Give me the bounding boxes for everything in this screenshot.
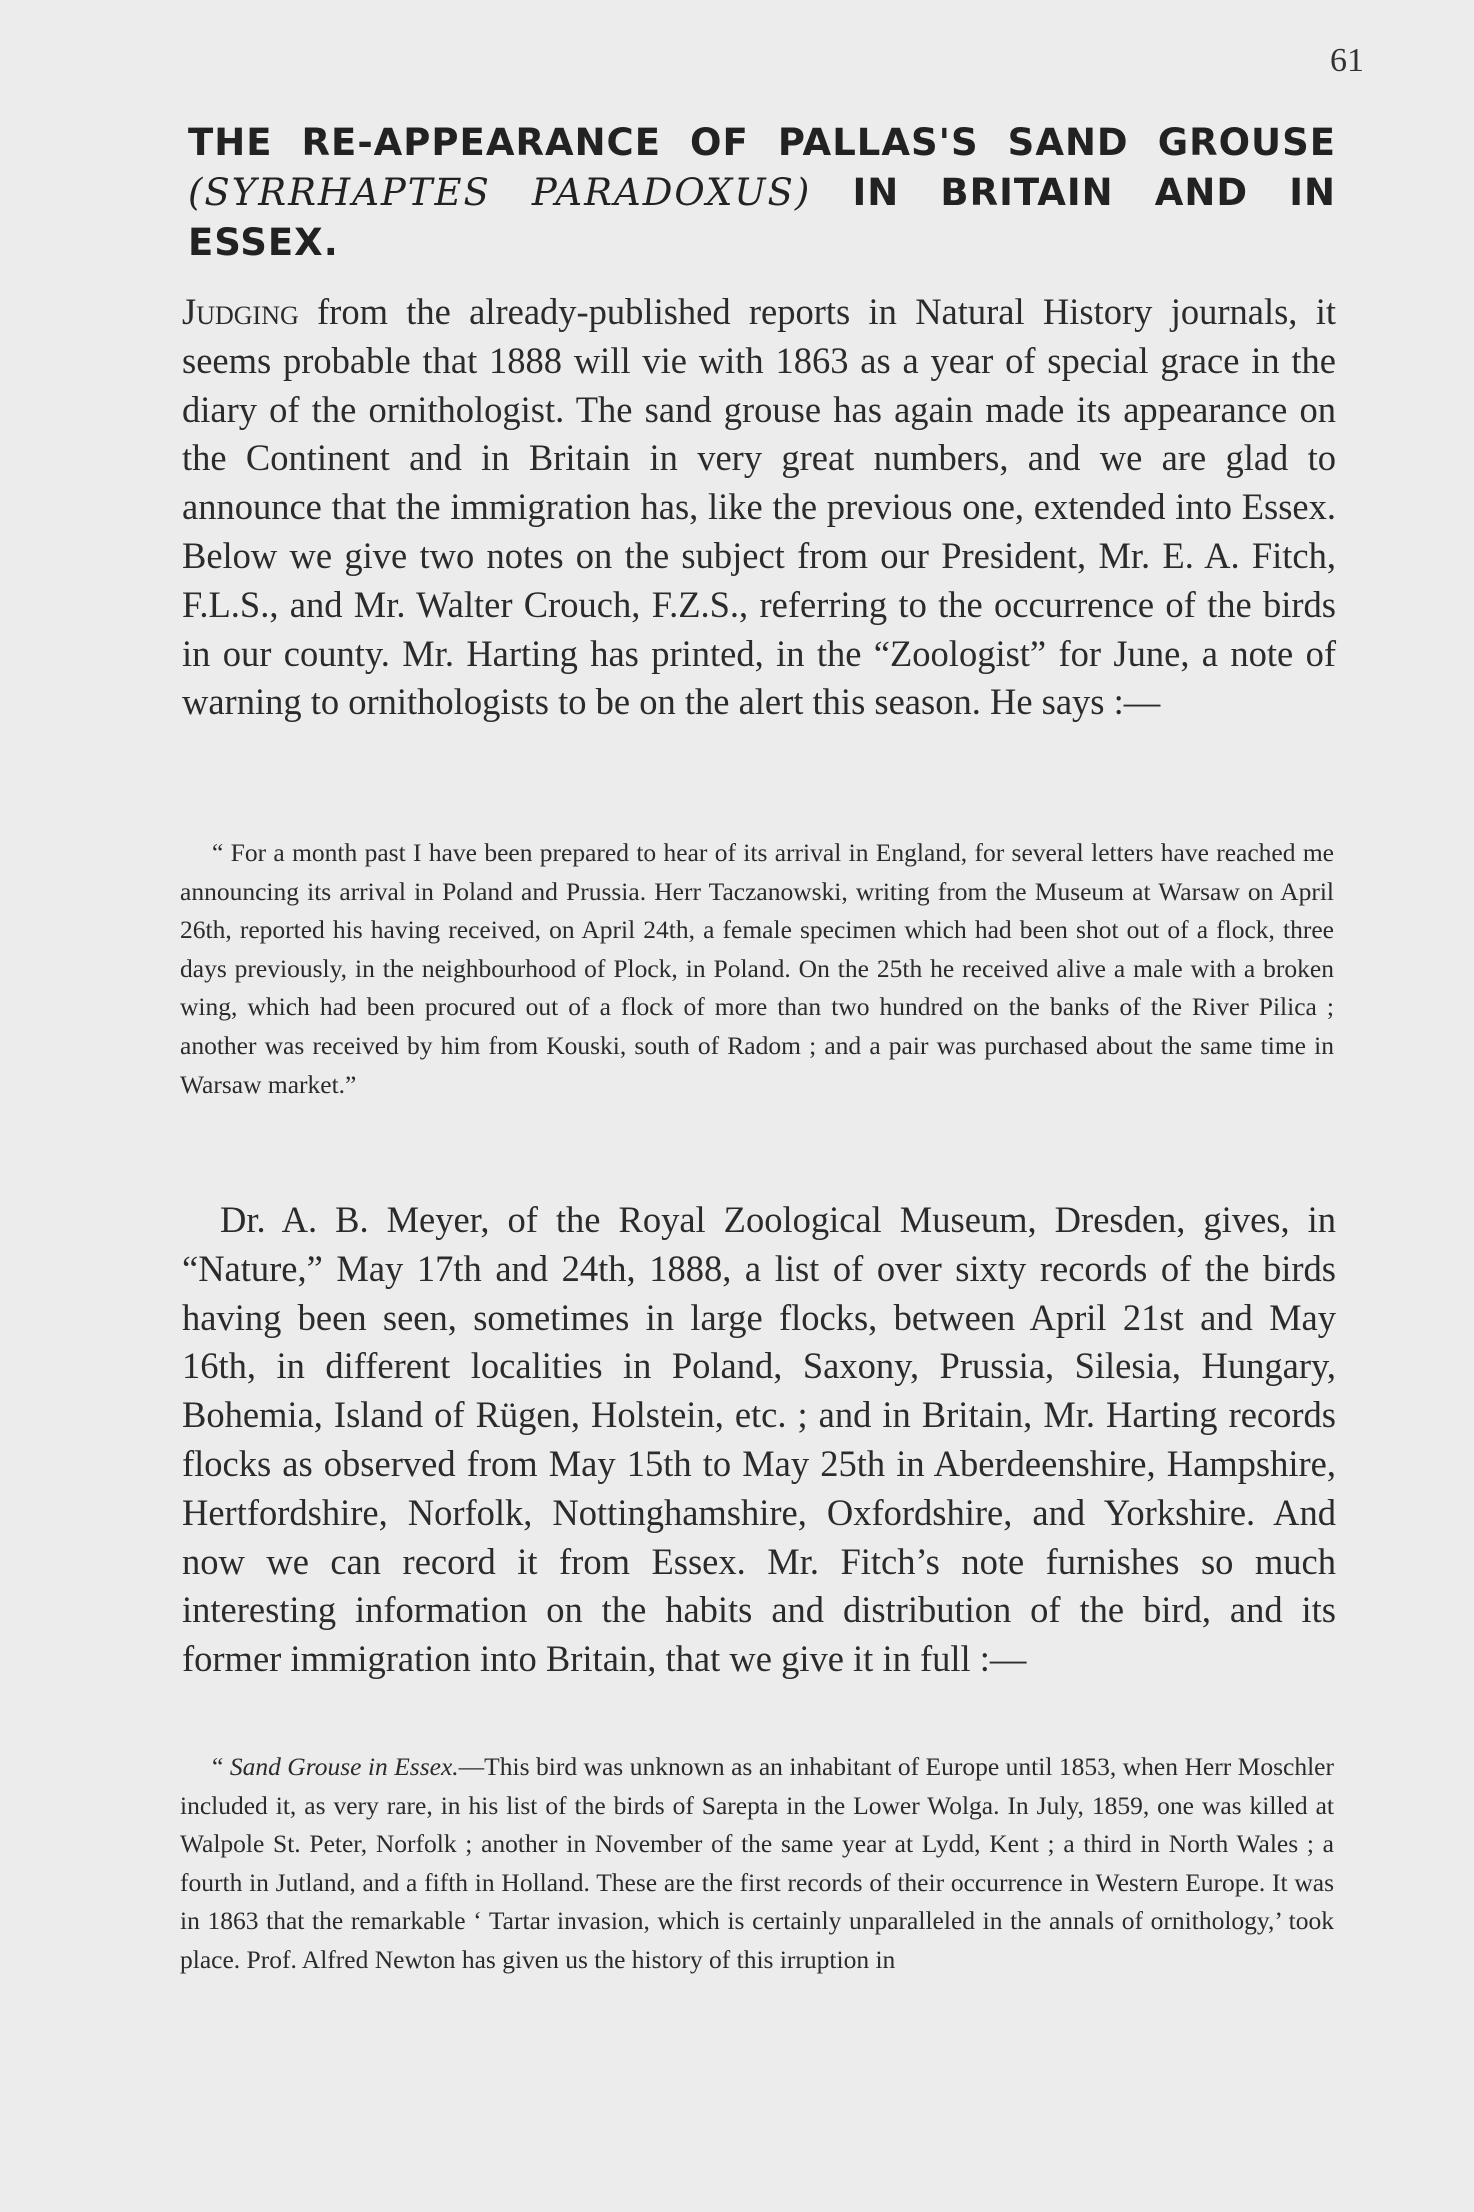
title-species-name: (SYRRHAPTES PARADOXUS): [188, 171, 812, 214]
quote-fitch-open: “: [212, 1752, 230, 1781]
title-part-1: THE RE-APPEARANCE OF PALLAS'S SAND GROUSE: [188, 121, 1336, 164]
quote-fitch: [180, 1748, 1334, 1980]
quote-fitch-heading: Sand Grouse in Essex.: [229, 1752, 459, 1781]
quote-fitch-text: —This bird was unknown as an inhabitant of Europe until 1853, when Herr Moschler included it, as very rare, in his list of the birds of Sarepta in the Lower Wolga. In July, 1859, one was killed at Walpole St. Peter, Norfolk ; another in November of the same year at Lydd, Kent ; a third in North Wales ; a fourth in Jutland, and a fifth in Holland. These are the first records of their occurrence in Western Europe. It was in 1863 that the remarkable ‘ Tartar invasion, which is certainly unparalleled in the annals of ornithology,’ took place. Prof. Alfred Newton has given us the history of this irruption in: [180, 1752, 1334, 1974]
page-number: 61: [1330, 42, 1364, 79]
title-part-2: IN BRITAIN AND IN ESSEX.: [188, 171, 1336, 264]
paragraph-2: Dr. A. B. Meyer, of the Royal Zoological Museum, Dresden, gives, in “Nature,” May 17th and 24th, 1888, a list of over sixty records of the birds having been seen, sometimes in large flocks, between April 21st and May 16th, in different localities in Poland, Saxony, Prussia, Silesia, Hungary, Bohemia, Island of Rügen, Holstein, etc. ; and in Britain, Mr. Harting records flocks as observed from May 15th to May 25th in Aberdeenshire, Hampshire, Hertfordshire, Norfolk, Nottinghamshire, Oxfordshire, and Yorkshire. And now we can record it from Essex. Mr. Fitch’s note furnishes so much interesting information on the habits and distribution of the bird, and its former immigration into Britain, that we give it in full :—: [182, 1199, 1336, 1680]
paragraph-1-text: from the already-published reports in Natural History journals, it seems probable that 1888 will vie with 1863 as a year of special grace in the diary of the ornithologist. The sand grouse has again made its appearance on the Continent and in Britain in very great numbers, and we are glad to announce that the immigration has, like the previous one, extended into Essex. Below we give two notes on the subject from our President, Mr. E. A. Fitch, F.L.S., and Mr. Walter Crouch, F.Z.S., referring to the occurrence of the birds in our county. Mr. Harting has printed, in the “Zoologist” for June, a note of warning to ornithologists to be on the alert this season. He says :—: [182, 291, 1336, 723]
quote-harting: “ For a month past I have been prepared to hear of its arrival in England, for several letters have reached me announcing its arrival in Poland and Prussia. Herr Taczanowski, writing from the Museum at Warsaw on April 26th, reported his having received, on April 24th, a female specimen which had been shot out of a flock, three days previously, in the neighbourhood of Plock, in Poland. On the 25th he received alive a male with a broken wing, which had been procured out of a flock of more than two hundred on the banks of the River Pilica ; another was received by him from Kouski, south of Radom ; and a pair was purchased about the same time in Warsaw market.”: [180, 838, 1334, 1099]
paragraph-1: [182, 288, 1336, 727]
paragraph-1-lead: Judging: [182, 291, 299, 332]
article-title: [188, 118, 1336, 268]
